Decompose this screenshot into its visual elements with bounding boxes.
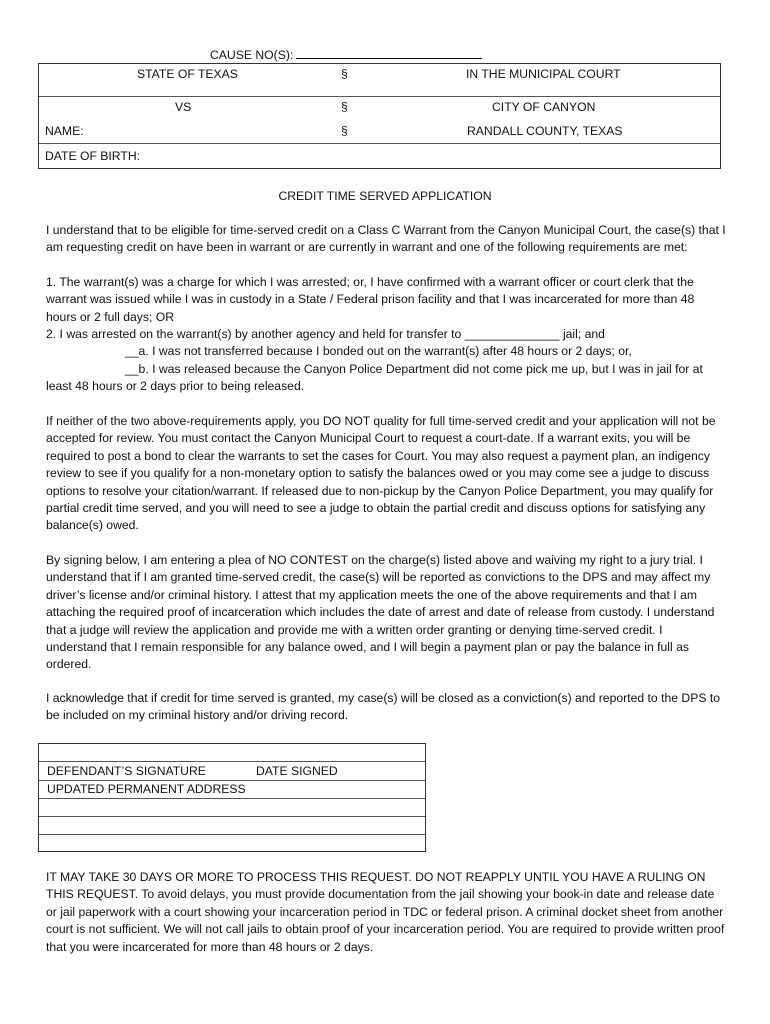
acknowledgement-paragraph: I acknowledge that if credit for time served is granted, my case(s) will be closed as a conviction(s) and reported to the DPS to be included on my criminal history and/or driving record. (46, 691, 721, 723)
section-symbol: § (341, 100, 348, 114)
table-divider (39, 780, 425, 781)
address-line-2[interactable] (39, 817, 425, 834)
ineligibility-paragraph: If neither of the two above-requirements apply, you DO NOT quality for full time-served credit and your application will not be accepted for review. You must contact the Canyon Municipal Court to request a court-date. If a warrant exits, you will be required to post a bond to clear the warrants to set the cases for Court. You may also request a payment plan, an indigency review to see if you qualify for a non-monetary option to satisfy the balances owed or you may come see a judge to discuss options to resolve your citation/warrant. If released due to non-pickup by the Canyon Police Department, you may qualify for partial credit time served, and you will need to see a judge to obtain the partial credit and discuss options for satisfying any balance(s) owed. (46, 414, 716, 533)
name-field-label[interactable]: NAME: (45, 124, 84, 138)
requirement-item-2: 2. I was arrested on the warrant(s) by another agency and held for transfer to ______________ jail; and (46, 327, 605, 341)
section-symbol: § (341, 124, 348, 138)
requirement-item-2b-continued: least 48 hours or 2 days prior to being released. (46, 379, 305, 393)
permanent-address-label: UPDATED PERMANENT ADDRESS (47, 782, 246, 796)
cause-number-label: CAUSE NO(S): (210, 48, 294, 62)
city-label: CITY OF CANYON (492, 100, 596, 114)
signature-table (38, 743, 426, 852)
intro-paragraph: I understand that to be eligible for time-served credit on a Class C Warrant from the Canyon Municipal Court, the case(s) that I am requesting credit on have been in warrant or are currently in warrant and one of the following requirements are met: (46, 223, 726, 255)
county-label: RANDALL COUNTY, TEXAS (467, 124, 623, 138)
table-divider (39, 761, 425, 762)
requirement-item-2b: __b. I was released because the Canyon Police Department did not come pick me up, but I was in jail for at (125, 362, 703, 376)
signature-line[interactable] (39, 744, 425, 761)
requirement-item-2a: __a. I was not transferred because I bonded out on the warrant(s) after 48 hours or 2 days; or, (125, 344, 632, 358)
cause-number-line (210, 47, 482, 62)
processing-notice-paragraph: IT MAY TAKE 30 DAYS OR MORE TO PROCESS THIS REQUEST. DO NOT REAPPLY UNTIL YOU HAVE A RULING ON THIS REQUEST. To avoid delays, you must provide documentation from the jail showing your book-in date and release date or jail paperwork with a court showing your incarceration period in TDC or federal prison. A criminal docket sheet from another court is not sufficient. We will not call jails to obtain proof of your incarceration period. You are required to provide written proof that you were incarcerated for more than 48 hours or 2 days. (46, 870, 725, 954)
defendant-signature-label: DEFENDANT’S SIGNATURE (47, 764, 206, 778)
address-line-3[interactable] (39, 835, 425, 851)
plea-paragraph: By signing below, I am entering a plea of NO CONTEST on the charge(s) listed above and waiving my right to a jury trial. I understand that if I am granted time-served credit, the case(s) will be reported as convictions to the DPS and may affect my driver’s license and/or criminal history. I attest that my application meets the one of the above requirements and that I am attaching the required proof of incarceration which includes the date of arrest and date of release from custody. I understand that a judge will review the application and provide me with a written order granting or denying time-served credit. I understand that I remain responsible for any balance owed, and I will begin a payment plan or pay the balance in full as ordered. (46, 553, 715, 672)
address-line-1[interactable] (39, 799, 425, 816)
header-divider (39, 96, 720, 97)
header-divider (39, 143, 720, 144)
requirement-item-1: 1. The warrant(s) was a charge for which I was arrested; or, I have confirmed with a warrant officer or court clerk that the warrant was issued while I was in custody in a State / Federal prison facility and that I was incarcerated for more than 48 hours or 2 full days; OR (46, 275, 695, 324)
form-title: CREDIT TIME SERVED APPLICATION (278, 189, 492, 203)
date-of-birth-field-label[interactable]: DATE OF BIRTH: (45, 149, 141, 163)
court-name-label: IN THE MUNICIPAL COURT (466, 67, 621, 81)
cause-number-blank[interactable] (296, 47, 482, 59)
state-of-texas-label: STATE OF TEXAS (137, 67, 238, 81)
section-symbol: § (341, 67, 348, 81)
case-header-table (38, 63, 721, 169)
vs-label: VS (175, 100, 192, 114)
date-signed-label: DATE SIGNED (256, 764, 338, 778)
